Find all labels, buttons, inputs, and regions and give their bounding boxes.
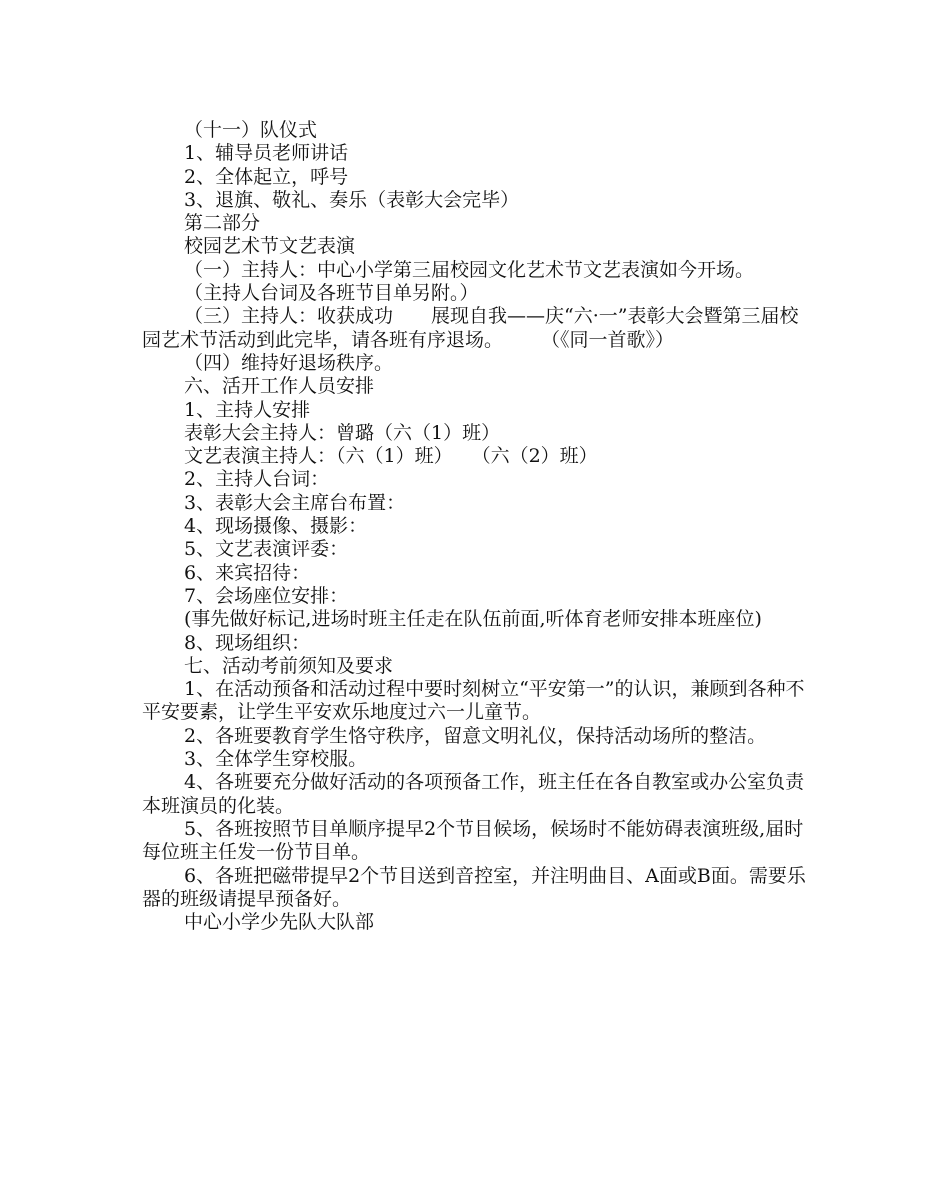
paragraph-9: （三）主持人：收获成功 展现自我——庆“六·一”表彰大会暨第三届校园艺术节活动到此完毕，请各班有序退场。 （《同一首歌》） <box>142 305 799 351</box>
paragraph-29: 6、各班把磁带提早2个节目送到音控室，并注明曲目、A面或B面。需要乐器的班级请提早预备好。 <box>142 864 806 910</box>
paragraph-13: 表彰大会主持人：曾璐（六（1）班） <box>184 421 501 444</box>
section-heading-staff: 六、活开工作人员安排 <box>184 375 375 398</box>
signature-organization: 中心小学少先队大队部 <box>184 911 375 934</box>
paragraph-22: 8、现场组织： <box>184 631 311 654</box>
section-heading-art-performance: 校园艺术节文艺表演 <box>184 235 356 258</box>
paragraph-17: 4、现场摄像、摄影： <box>184 515 368 538</box>
paragraph-7: （一）主持人：中心小学第三届校园文化艺术节文艺表演如今开场。 <box>184 258 755 281</box>
paragraph-16: 3、表彰大会主席台布置： <box>184 491 406 514</box>
document-page <box>142 119 814 934</box>
paragraph-12: 1、主持人安排 <box>184 398 311 421</box>
paragraph-21: (事先做好标记,进场时班主任走在队伍前面,听体育老师安排本班座位) <box>184 608 762 631</box>
paragraph-25: 2、各班要教育学生恪守秩序，留意文明礼仪，保持活动场所的整洁。 <box>184 724 767 747</box>
paragraph-19: 6、来宾招待： <box>184 561 311 584</box>
paragraph-8: （主持人台词及各班节目单另附。） <box>184 282 479 305</box>
paragraph-10: （四）维持好退场秩序。 <box>184 351 394 374</box>
paragraph-14: 文艺表演主持人：（六（1）班） （六（2）班） <box>184 445 598 468</box>
section-heading-part-two: 第二部分 <box>184 212 261 235</box>
paragraph-1: （十一）队仪式 <box>184 119 318 141</box>
paragraph-27: 4、各班要充分做好活动的各项预备工作，班主任在各自教室或办公室负责本班演员的化装。 <box>142 771 805 817</box>
paragraph-24: 1、在活动预备和活动过程中要时刻树立“平安第一”的认识，兼顾到各种不平安要素，让学生平安欢乐地度过六一儿童节。 <box>142 678 805 724</box>
paragraph-26: 3、全体学生穿校服。 <box>184 748 368 771</box>
paragraph-18: 5、文艺表演评委： <box>184 538 349 561</box>
paragraph-20: 7、会场座位安排： <box>184 584 349 607</box>
section-heading-requirements: 七、活动考前须知及要求 <box>184 654 394 677</box>
paragraph-4: 3、退旗、敬礼、奏乐（表彰大会完毕） <box>184 188 520 211</box>
paragraph-15: 2、主持人台词： <box>184 468 330 491</box>
paragraph-28: 5、各班按照节目单顺序提早2个节目候场，候场时不能妨碍表演班级,届时每位班主任发一份节目单。 <box>142 817 804 864</box>
paragraph-2: 1、辅导员老师讲话 <box>184 142 349 165</box>
paragraph-3: 2、全体起立，呼号 <box>184 165 349 188</box>
